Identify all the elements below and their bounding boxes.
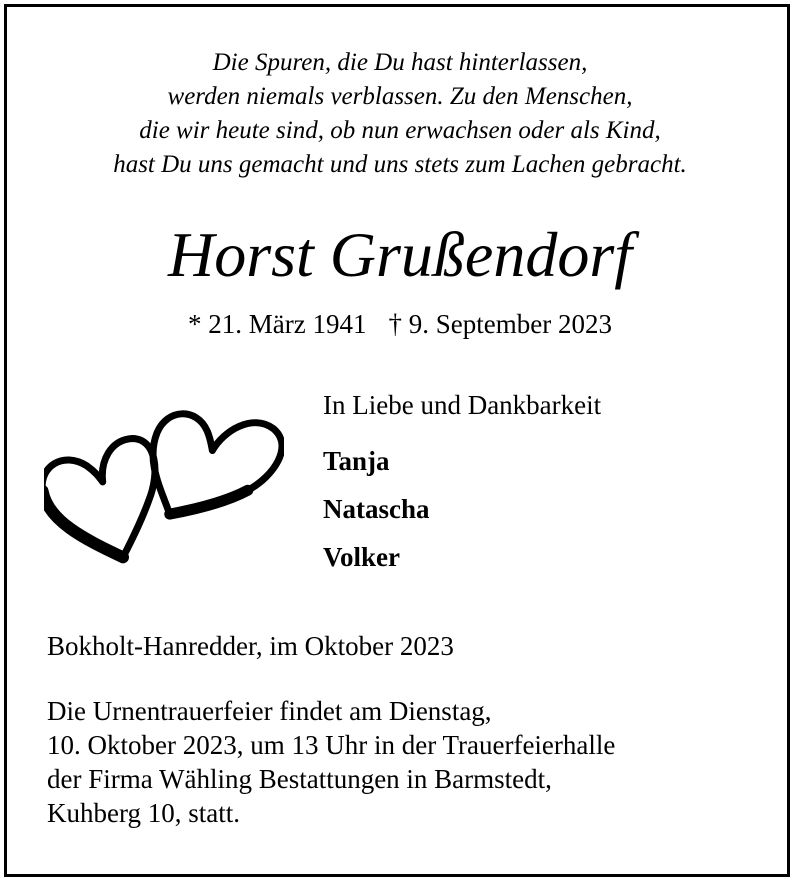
birth-date: * 21. März 1941 [188,309,367,339]
mourners-block [323,387,601,575]
deceased-name: Horst Grußendorf [167,219,633,290]
funeral-notice [47,694,615,830]
mourner-name: Tanja [323,446,390,476]
notice-line: der Firma Wähling Bestattungen in Barmstedt, [47,764,552,794]
mourners-intro: In Liebe und Dankbarkeit [323,390,602,420]
poem-line: hast Du uns gemacht und uns stets zum Lachen gebracht. [113,151,687,178]
notice-line: Die Urnentrauerfeier findet am Dienstag, [47,696,492,726]
death-date: † 9. September 2023 [388,309,612,339]
poem-line: Die Spuren, die Du hast hinterlassen, [212,49,588,76]
place-and-date: Bokholt-Hanredder, im Oktober 2023 [47,631,454,661]
notice-line: 10. Oktober 2023, um 13 Uhr in der Trauerfeierhalle [47,730,616,760]
mourner-name: Volker [323,542,401,572]
life-dates [0,306,800,342]
poem-line: die wir heute sind, ob nun erwachsen oder als Kind, [139,117,661,144]
memorial-poem [0,46,800,182]
poem-line: werden niemals verblassen. Zu den Menschen, [167,83,633,110]
notice-line: Kuhberg 10, statt. [47,798,240,828]
two-interlocked-hearts-icon [44,390,284,570]
mourner-name: Natascha [323,494,430,524]
